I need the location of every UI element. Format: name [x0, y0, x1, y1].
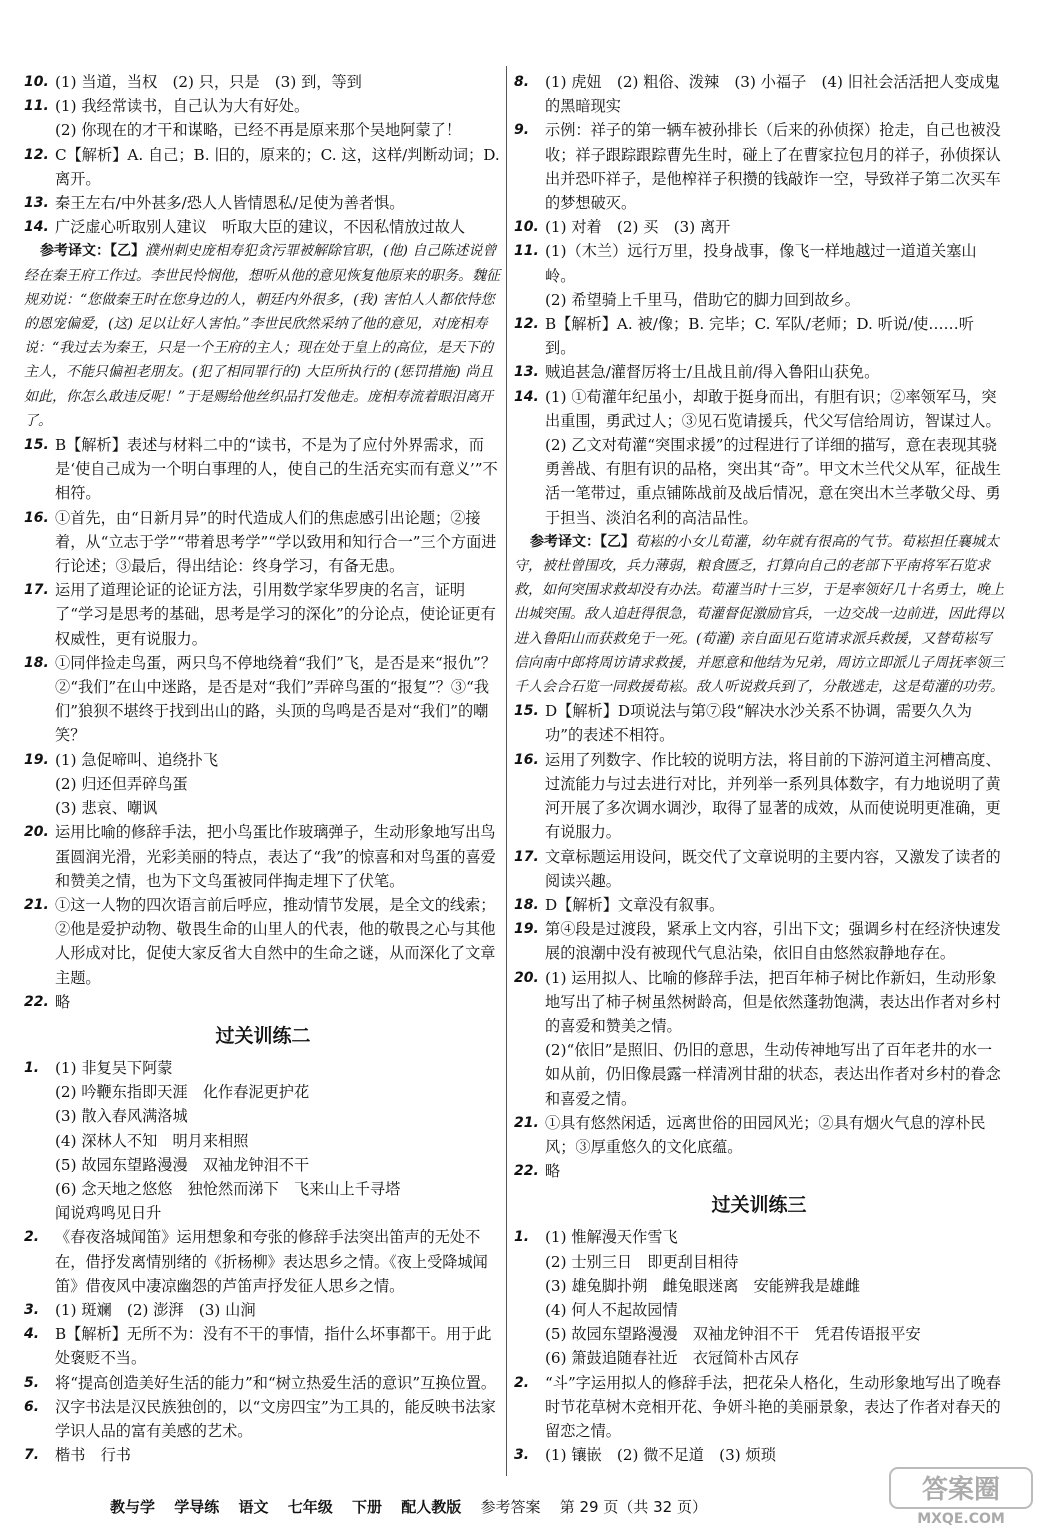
question-number: 17. — [514, 848, 539, 865]
translation-text: 濮州刺史庞相寿犯贪污罪被解除官职，(他) 自己陈述说曾经在秦王府工作过。李世民怜悯他，想听从他的意见恢复他原来的职务。魏征规劝说：“您做秦王时在您身边的人，朝廷内外很多，(我) 害怕人人都依恃您的恩宠偏爱，(这) 足以让好人害怕。”李世民欣然采纳了他的意见，对庞相寿说：“我过去为秦王，只是一个王府的主人；现在处于皇上的高位，是天下的主人，不能只偏袒老朋友。(犯了相同罪行的) 大臣所执行的 (惩罚措施) 尚且如此，你怎么敢违反呢！”于是赐给他丝织品打发他走。庞相寿流着眼泪离开了。 — [24, 243, 500, 429]
question-number: 21. — [24, 896, 49, 913]
answer-text — [545, 70, 1004, 118]
svg-text:答案圈: 答案圈 — [921, 1475, 1001, 1505]
answer-text — [545, 1159, 1004, 1183]
question-number: 13. — [24, 195, 49, 212]
answer-line: (1) 运用拟人、比喻的修辞手法，把百年柿子树比作新妇，生动形象地写出了柿子树虽然树龄高，但是依然蓬勃饱满，表达出作者对乡村的喜爱和赞美之情。 — [545, 968, 1001, 1035]
answer-line: (5) 故园东望路漫漫 双袖龙钟泪不干 凭君传语报平安 — [545, 1325, 921, 1344]
question-number: 18. — [514, 896, 539, 913]
answer-line: 运用比喻的修辞手法，把小鸟蛋比作玻璃弹子，生动形象地写出鸟蛋圆润光滑，光彩美丽的特点，表达了“我”的惊喜和对鸟蛋的喜爱和赞美之情，也为下文鸟蛋被同伴掏走埋下了伏笔。 — [55, 823, 496, 890]
footer-brand: 教与学 — [110, 1498, 156, 1516]
answer-item — [24, 748, 502, 821]
question-number: 15. — [514, 703, 539, 720]
footer-grade: 七年级 — [287, 1498, 333, 1516]
left-column — [24, 70, 502, 1467]
answer-item — [514, 966, 1004, 1111]
answer-item — [24, 1443, 502, 1467]
question-number: 2. — [514, 1374, 530, 1391]
answer-text — [55, 1443, 502, 1467]
answer-line: (2) 乙文对荀灌“突围求援”的过程进行了详细的描写，意在表现其骁勇善战、有胆有识的品格，突出其“奇”。甲文木兰代父从军，征战生活一笔带过，重点铺陈战前及战后情况，意在突出木兰孝敬父母、勇于担当、淡泊名利的高洁品性。 — [545, 436, 1001, 527]
answer-text — [545, 312, 1004, 360]
answer-line: (4) 深林人不知 明月来相照 — [55, 1131, 249, 1150]
answer-text — [545, 699, 1004, 747]
answer-line: 秦王左右/中外甚多/恐人人皆情恩私/足使为善者惧。 — [55, 194, 405, 213]
answer-line: (6) 念天地之悠悠 独怆然而涕下 飞来山上千寻塔 — [55, 1179, 401, 1198]
answer-line: 示例：祥子的第一辆车被孙排长（后来的孙侦探）抢走，自己也被没收；祥子跟踪跟踪曹先生时，碰上了在曹家拉包月的祥子，孙侦探认出并恐吓祥子，是他榨祥子积攒的钱敲诈一空，导致祥子第二次买车的梦想破灭。 — [545, 121, 1001, 213]
answer-item — [24, 143, 502, 191]
question-number: 8. — [514, 74, 530, 90]
answer-item — [514, 748, 1004, 845]
answer-line: 广泛虚心听取别人建议 听取大臣的建议，不因私情放过故人 — [55, 218, 466, 237]
answer-text — [545, 1443, 1004, 1467]
answer-item — [24, 990, 502, 1014]
answer-line: “斗”字运用拟人的修辞手法，把花朵人格化，生动形象地写出了晚春时节花草树木竞相开花、争妍斗艳的美丽景象，表达了作者对春天的留恋之情。 — [545, 1373, 1001, 1440]
translation-note — [514, 530, 1004, 699]
column-divider — [506, 66, 507, 1476]
answer-text — [55, 1371, 502, 1395]
question-number: 3. — [24, 1301, 40, 1318]
answer-item — [514, 699, 1004, 747]
question-number: 3. — [514, 1447, 530, 1464]
answer-text — [55, 215, 502, 239]
answer-item — [24, 1298, 502, 1322]
watermark-logo — [888, 1466, 1034, 1528]
answer-line: (2)“依旧”是照旧、仍旧的意思，生动传神地写出了百年老井的水一如从前，仍旧像晨露一样清冽甘甜的状态，表达出作者对乡村的眷念和喜爱之情。 — [545, 1041, 1001, 1108]
question-number: 15. — [24, 437, 49, 454]
answer-line: 闻说鸡鸣见日升 — [55, 1204, 162, 1223]
question-number: 22. — [24, 993, 49, 1010]
answer-item — [514, 360, 1004, 384]
answer-text — [545, 360, 1004, 384]
answer-line: B【解析】无所不为：没有不干的事情，指什么坏事都干。用于此处褒贬不当。 — [55, 1325, 492, 1368]
answer-item — [514, 917, 1004, 965]
footer-series: 学导练 — [174, 1498, 220, 1516]
question-number: 18. — [24, 654, 49, 671]
answer-line: (3) 雄兔脚扑朔 雌兔眼迷离 安能辨我是雄雌 — [545, 1276, 860, 1295]
question-number: 4. — [24, 1326, 40, 1343]
answer-line: (1)（木兰）远行万里，投身战事，像飞一样地越过一道道关塞山岭。 — [545, 242, 977, 285]
answer-item — [24, 70, 502, 94]
page-number: 第 29 页（共 32 页） — [559, 1498, 707, 1516]
answer-line: (2) 归还但弄碎鸟蛋 — [55, 774, 188, 793]
translation-text: 荀崧的小女儿荀灌，幼年就有很高的气节。荀崧担任襄城太守，被杜曾围攻，兵力薄弱，粮食匮乏，打算向自己的老部下平南将军石览求救，如何突围求救却没有办法。荀灌当时十三岁，于是率领好几十名勇士，晚上出城突围。敌人追赶得很急，荀灌督促激励官兵，一边交战一边前进，因此得以进入鲁阳山而获救免于一死。(荀灌) 亲自面见石览请求派兵救援，又替荀崧写信向南中郎将周访请求救援，并愿意和他结为兄弟，周访立即派儿子周抚率领三千人会合石览一同救援荀崧。敌人听说救兵到了，分散逃走，这是荀灌的功劳。 — [514, 533, 1004, 696]
answer-item — [24, 1371, 502, 1395]
answer-line: (1) 非复吴下阿蒙 — [55, 1058, 173, 1077]
answer-text — [545, 385, 1004, 530]
answer-line: 运用了列数字、作比较的说明方法，将目前的下游河道主河槽高度、过流能力与过去进行对比，并列举一系列具体数字，有力地说明了黄河开展了多次调水调沙，取得了显著的成效，从而使说明更准确，更有说服力。 — [545, 750, 1001, 842]
answer-text — [55, 143, 502, 191]
page-footer — [110, 1496, 870, 1517]
answer-line: (4) 何人不起故园情 — [545, 1300, 678, 1319]
answer-text — [545, 215, 1004, 239]
answer-line: (2) 你现在的才干和谋略，已经不再是原来那个吴地阿蒙了！ — [55, 121, 462, 140]
answer-text — [55, 94, 502, 142]
answer-line: (3) 悲哀、嘲讽 — [55, 799, 158, 818]
answer-text — [55, 820, 502, 893]
answer-text — [55, 990, 502, 1014]
answer-line: B【解析】A. 被/像；B. 完毕；C. 军队/老师；D. 听说/使……听到。 — [545, 315, 974, 358]
answer-line: ①这一人物的四次语言前后呼应，推动情节发展，是全文的线索；②他是爱护动物、敬畏生命的山里人的代表，他的敬畏之心与其他人形成对比，促使大家反省大自然中的生命之谜，从而深化了文章主题。 — [55, 895, 496, 987]
question-number: 11. — [514, 243, 539, 260]
footer-section: 参考答案 — [480, 1498, 541, 1516]
question-number: 11. — [24, 98, 49, 115]
answer-item — [514, 312, 1004, 360]
answer-text — [55, 578, 502, 651]
answer-line: 文章标题运用设问，既交代了文章说明的主要内容，又激发了读者的阅读兴趣。 — [545, 847, 1001, 890]
right-column — [514, 70, 1004, 1467]
answer-item — [24, 893, 502, 990]
answer-text — [545, 118, 1004, 215]
translation-label: 参考译文：【乙】 — [530, 533, 635, 550]
question-number: 10. — [514, 219, 539, 236]
answer-text — [545, 239, 1004, 312]
answer-line: (1) 惟解漫天作雪飞 — [545, 1228, 678, 1247]
answer-line: (1) 我经常读书，自己认为大有好处。 — [55, 97, 310, 116]
answer-text — [545, 845, 1004, 893]
footer-volume: 下册 — [352, 1498, 383, 1516]
question-number: 1. — [514, 1229, 530, 1246]
answer-text — [545, 966, 1004, 1111]
answer-line: 将“提高创造美好生活的能力”和“树立热爱生活的意识”互换位置。 — [55, 1373, 497, 1392]
answer-line: 略 — [545, 1162, 561, 1181]
answer-text — [55, 70, 502, 94]
answer-text — [55, 651, 502, 748]
answer-item — [514, 1443, 1004, 1467]
answer-line: 运用了道理论证的论证方法，引用数学家华罗庚的名言，证明了“学习是思考的基础，思考是学习的深化”的分论点，使论证更有权威性，更有说服力。 — [55, 581, 496, 648]
question-number: 16. — [24, 509, 49, 526]
answer-line: (1) 当道，当权 (2) 只，只是 (3) 到，等到 — [55, 73, 362, 91]
question-number: 1. — [24, 1059, 40, 1076]
question-number: 14. — [24, 219, 49, 236]
answer-item — [514, 239, 1004, 312]
answer-item — [24, 820, 502, 893]
answer-line: (2) 士别三日 即更刮目相待 — [545, 1252, 739, 1271]
answer-item — [514, 385, 1004, 530]
answer-text — [545, 1111, 1004, 1159]
answer-item — [24, 1395, 502, 1443]
question-number: 6. — [24, 1398, 40, 1415]
answer-item — [24, 1225, 502, 1298]
translation-label: 参考译文：【乙】 — [40, 243, 145, 260]
answer-line: C【解析】A. 自己；B. 旧的，原来的；C. 这，这样/判断动词；D. 离开。 — [55, 145, 500, 188]
answer-text — [55, 1322, 502, 1370]
answer-text — [545, 917, 1004, 965]
answer-line: (2) 吟鞭东指即天涯 化作春泥更护花 — [55, 1083, 310, 1102]
answer-line: (1) ①荀灌年纪虽小，却敢于挺身而出，有胆有识；②率领军马，突出重围，勇武过人；③见石览请援兵，代父写信给周访，智谋过人。 — [545, 387, 1001, 430]
question-number: 19. — [24, 751, 49, 768]
question-number: 14. — [514, 388, 539, 405]
answer-line: B【解析】表述与材料二中的“读书，不是为了应付外界需求，而是‘使自己成为一个明白事理的人，使自己的生活充实而有意义’”不相符。 — [55, 436, 498, 503]
answer-line: (2) 希望骑上千里马，借助它的脚力回到故乡。 — [545, 290, 860, 309]
answer-line: D【解析】文章没有叙事。 — [545, 895, 725, 914]
answer-item — [24, 506, 502, 579]
answer-line: ①具有悠然闲适，远离世俗的田园风光；②具有烟火气息的淳朴民风；③厚重悠久的文化底蕴。 — [545, 1113, 986, 1156]
answer-text — [55, 748, 502, 821]
answer-item — [514, 70, 1004, 118]
answer-line: 略 — [55, 992, 71, 1011]
answer-item — [24, 651, 502, 748]
answer-item — [24, 191, 502, 215]
answer-line: D【解析】D项说法与第⑦段“解决水沙关系不协调，需要久久为功”的表述不相符。 — [545, 702, 972, 745]
answer-line: (1) 镶嵌 (2) 微不足道 (3) 烦琐 — [545, 1446, 776, 1465]
answer-item — [24, 433, 502, 506]
answer-text — [55, 191, 502, 215]
answer-text — [545, 893, 1004, 917]
answer-line: 楷书 行书 — [55, 1446, 131, 1465]
question-number: 12. — [24, 146, 49, 163]
answer-item — [514, 1371, 1004, 1444]
question-number: 5. — [24, 1374, 40, 1391]
answer-text — [545, 748, 1004, 845]
question-number: 19. — [514, 921, 539, 938]
question-number: 22. — [514, 1163, 539, 1180]
question-number: 21. — [514, 1114, 539, 1131]
answer-line: (1) 斑斓 (2) 澎湃 (3) 山涧 — [55, 1300, 256, 1319]
answer-text — [55, 506, 502, 579]
question-number: 9. — [514, 122, 530, 139]
footer-edition: 配人教版 — [401, 1498, 462, 1516]
answer-item — [514, 118, 1004, 215]
answer-item — [24, 94, 502, 142]
question-number: 10. — [24, 74, 49, 90]
question-number: 20. — [514, 969, 539, 986]
answer-text — [545, 1371, 1004, 1444]
svg-text:MXQE.COM: MXQE.COM — [917, 1511, 1005, 1527]
answer-text — [55, 1225, 502, 1298]
answer-line: (1) 对着 (2) 买 (3) 离开 — [545, 218, 731, 237]
answer-text — [55, 1056, 502, 1225]
answer-line: (3) 散入春风满洛城 — [55, 1107, 188, 1126]
answer-line: (6) 箫鼓追随春社近 衣冠简朴古风存 — [545, 1349, 800, 1368]
answer-item — [514, 1111, 1004, 1159]
question-number: 12. — [514, 316, 539, 333]
answer-item — [514, 1159, 1004, 1183]
answer-line: 第④段是过渡段，紧承上文内容，引出下文；强调乡村在经济快速发展的浪潮中没有被现代气息沾染，依旧自由悠然寂静地存在。 — [545, 920, 1001, 963]
answer-line: 汉字书法是汉民族独创的，以“文房四宝”为工具的，能反映书法家学识人品的富有美感的艺术。 — [55, 1397, 496, 1440]
answer-item — [24, 578, 502, 651]
section-title: 过关训练二 — [215, 1024, 311, 1047]
answer-item — [24, 215, 502, 239]
section-title: 过关训练三 — [711, 1194, 807, 1217]
answer-line: (1) 虎妞 (2) 粗俗、泼辣 (3) 小福子 (4) 旧社会活活把人变成鬼的黑暗现实 — [545, 73, 1000, 116]
answer-item — [514, 215, 1004, 239]
answer-line: ①同伴捡走鸟蛋，两只鸟不停地绕着“我们”飞，是否是来“报仇”？②“我们”在山中迷路，是否是对“我们”弄碎鸟蛋的“报复”？③“我们”狼狈不堪终于找到出山的路，头顶的鸟鸣是否是对“我们”的嘲笑？ — [55, 653, 497, 745]
answer-text — [55, 433, 502, 506]
answer-line: 贼追甚急/灌督厉将士/且战且前/得入鲁阳山获免。 — [545, 363, 880, 382]
answer-line: (5) 故园东望路漫漫 双袖龙钟泪不干 — [55, 1155, 310, 1174]
answer-item — [514, 893, 1004, 917]
answer-line: ①首先，由“日新月异”的时代造成人们的焦虑感引出论题；②接着，从“立志于学”“带着思考学”“学以致用和知行合一”三个方面进行论述；③最后，得出结论：终身学习，有备无患。 — [55, 508, 497, 576]
answer-item — [24, 1056, 502, 1225]
question-number: 13. — [514, 364, 539, 381]
answer-line: 《春夜洛城闻笛》运用想象和夸张的修辞手法突出笛声的无处不在，借抒发离情别绪的《折杨柳》表达思乡之情。《夜上受降城闻笛》借夜风中凄凉幽怨的芦笛声抒发征人思乡之情。 — [55, 1228, 488, 1295]
translation-note — [24, 239, 502, 433]
question-number: 7. — [24, 1447, 40, 1464]
answer-item — [514, 845, 1004, 893]
question-number: 2. — [24, 1229, 40, 1246]
answer-line: (1) 急促啼叫、追绕扑飞 — [55, 750, 219, 769]
answer-item — [514, 1225, 1004, 1370]
question-number: 17. — [24, 582, 49, 599]
answer-text — [55, 893, 502, 990]
answer-text — [55, 1395, 502, 1443]
question-number: 16. — [514, 751, 539, 768]
answer-text — [55, 1298, 502, 1322]
question-number: 20. — [24, 824, 49, 841]
answer-text — [545, 1225, 1004, 1370]
footer-subject: 语文 — [238, 1498, 269, 1516]
answer-item — [24, 1322, 502, 1370]
